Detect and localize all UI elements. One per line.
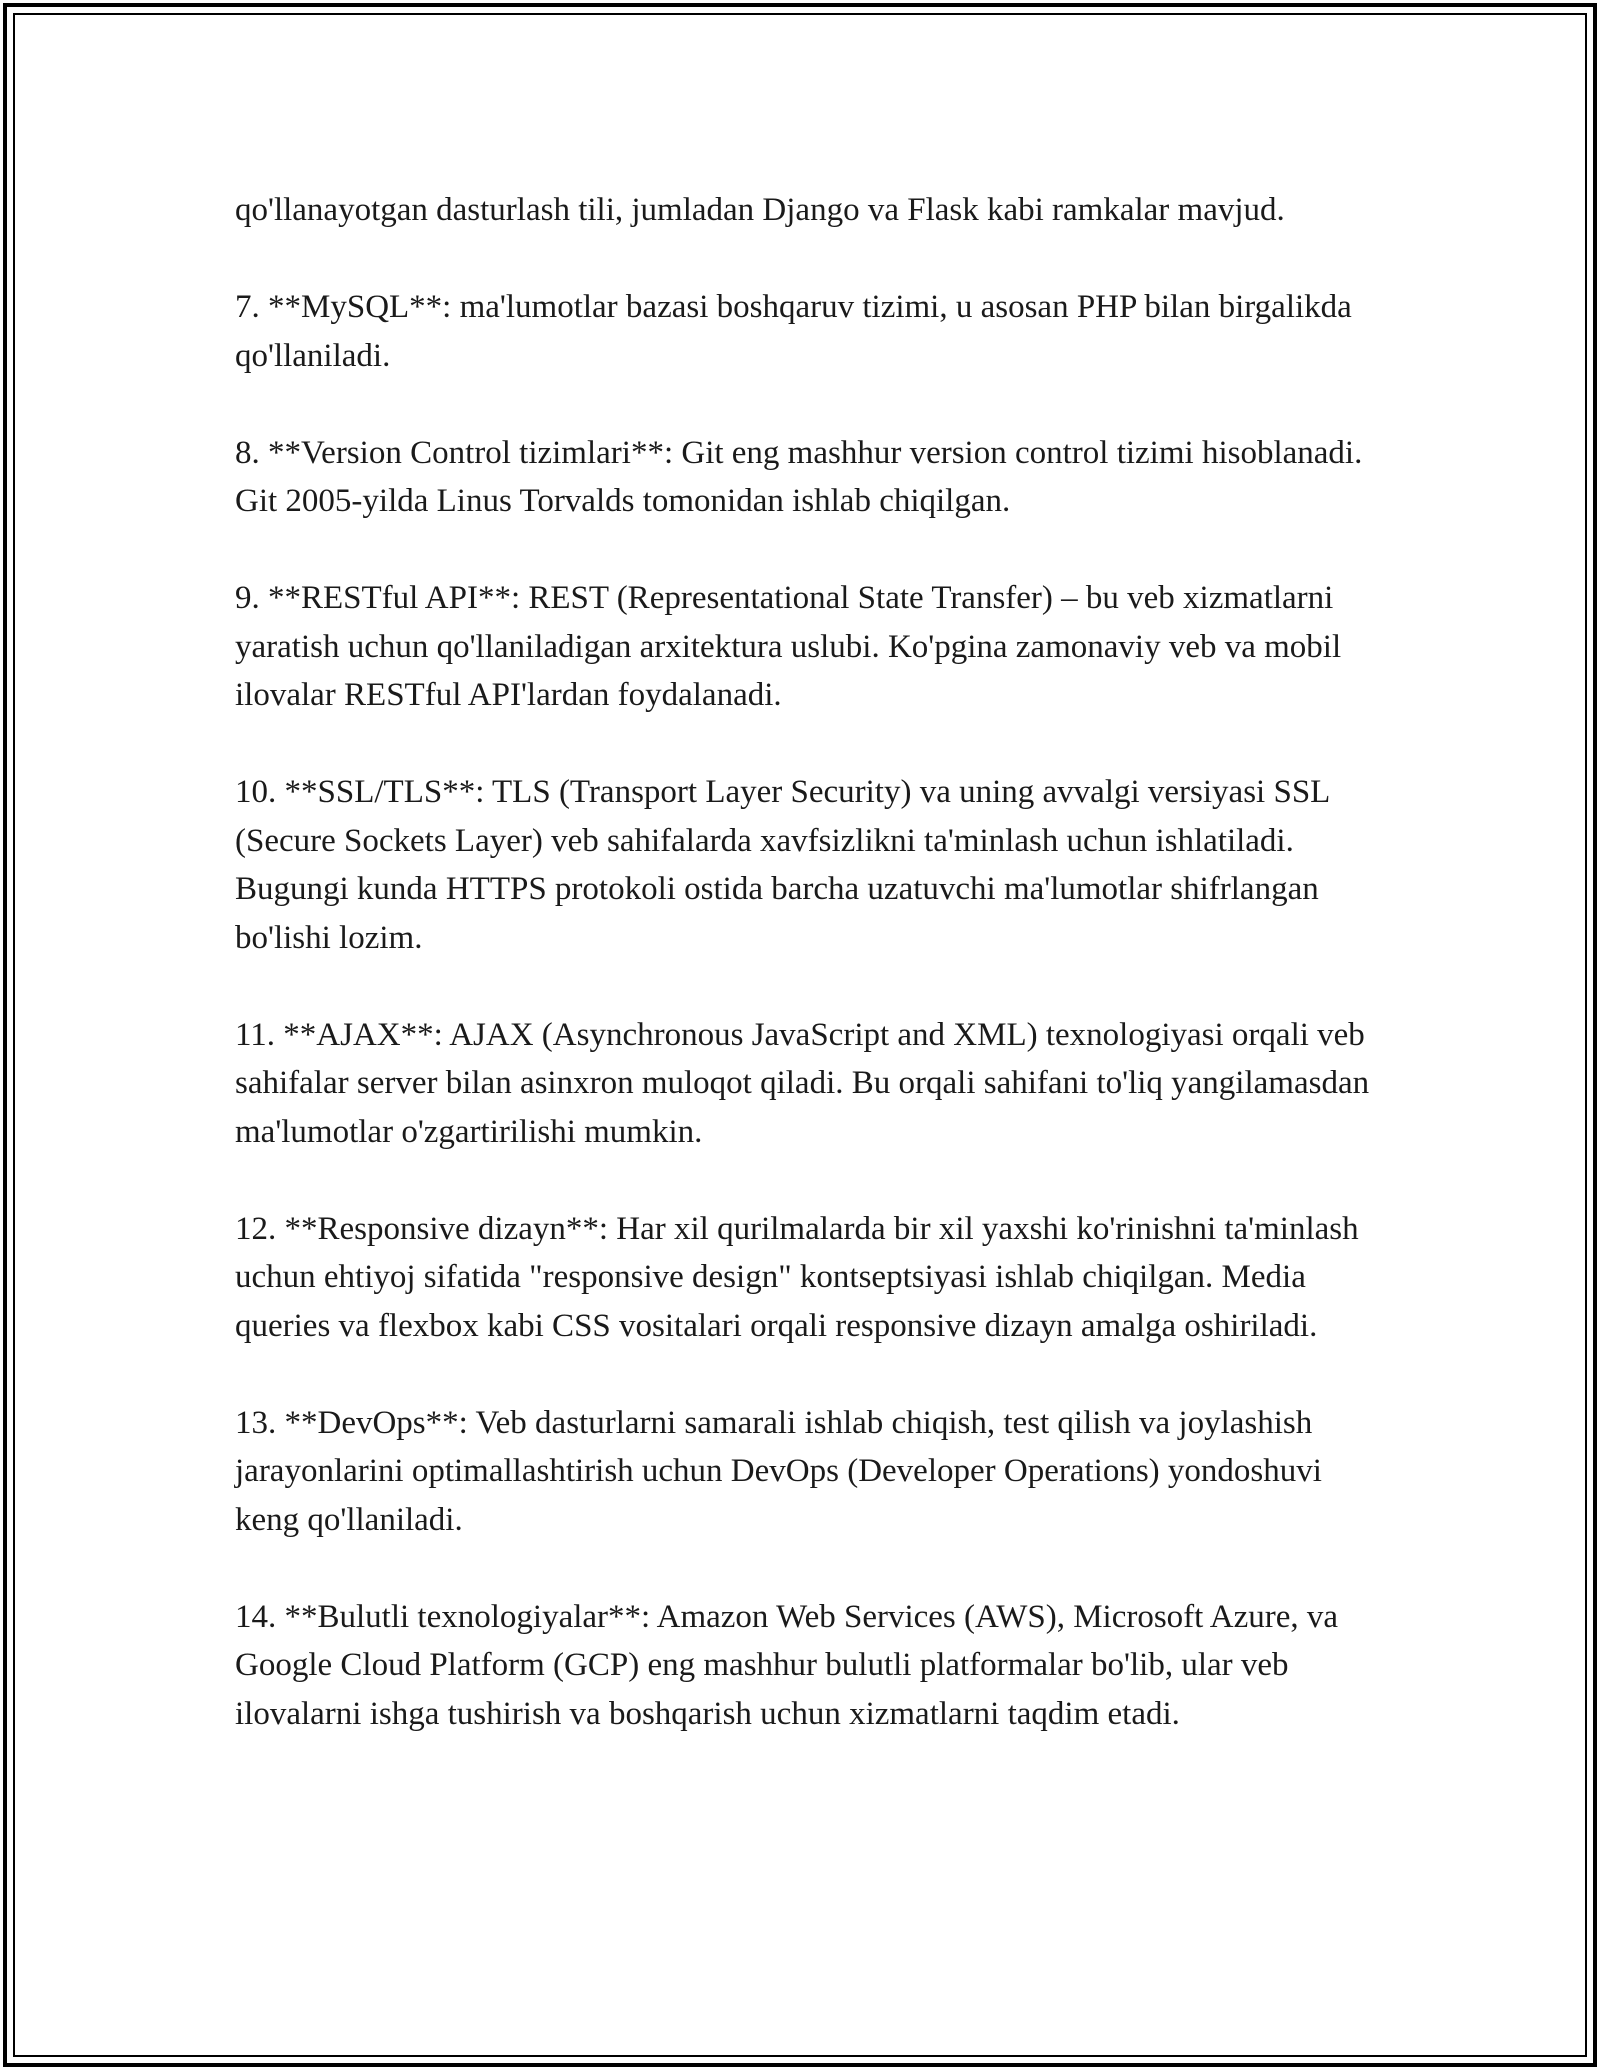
paragraph-continuation: qo'llanayotgan dasturlash tili, jumladan Django va Flask kabi ramkalar mavjud. — [235, 192, 1285, 228]
list-item-responsive-design: 12. **Responsive dizayn**: Har xil qurilmalarda bir xil yaxshi ko'rinishni ta'minlash uchun ehtiyoj sifatida "responsive design" kontseptsiyasi ishlab chiqilgan. Media queries va flexbox kabi CSS vositalari orqali responsive dizayn amalga oshiriladi. — [235, 1210, 1359, 1344]
list-item-restful-api: 9. **RESTful API**: REST (Representational State Transfer) – bu veb xizmatlarni yaratish uchun qo'llaniladigan arxitektura uslubi. Ko'pgina zamonaviy veb va mobil ilovalar RESTful API'lardan foydalanadi. — [235, 580, 1342, 713]
list-item-version-control: 8. **Version Control tizimlari**: Git eng mashhur version control tizimi hisoblanadi. Git 2005-yilda Linus Torvalds tomonidan ishlab chiqilgan. — [235, 434, 1363, 519]
list-item-ajax: 11. **AJAX**: AJAX (Asynchronous JavaScript and XML) texnologiyasi orqali veb sahifalar server bilan asinxron muloqot qiladi. Bu orqali sahifani to'liq yangilamasdan ma'lumotlar o'zgartirilishi mumkin. — [235, 1016, 1370, 1150]
list-item-mysql: 7. **MySQL**: ma'lumotlar bazasi boshqaruv tizimi, u asosan PHP bilan birgalikda qo'llaniladi. — [235, 289, 1352, 374]
list-item-ssl-tls: 10. **SSL/TLS**: TLS (Transport Layer Security) va uning avvalgi versiyasi SSL (Secure Sockets Layer) veb sahifalarda xavfsizlikni ta'minlash uchun ishlatiladi. Bugungi kunda HTTPS protokoli ostida barcha uzatuvchi ma'lumotlar shifrlangan bo'lishi lozim. — [235, 774, 1330, 956]
document-body — [235, 186, 1385, 1738]
list-item-cloud-technologies: 14. **Bulutli texnologiyalar**: Amazon Web Services (AWS), Microsoft Azure, va Google Cloud Platform (GCP) eng mashhur bulutli platformalar bo'lib, ular veb ilovalarni ishga tushirish va boshqarish uchun xizmatlarni taqdim etadi. — [235, 1598, 1339, 1732]
list-item-devops: 13. **DevOps**: Veb dasturlarni samarali ishlab chiqish, test qilish va joylashish jarayonlarini optimallashtirish uchun DevOps (Developer Operations) yondoshuvi keng qo'llaniladi. — [235, 1404, 1322, 1538]
